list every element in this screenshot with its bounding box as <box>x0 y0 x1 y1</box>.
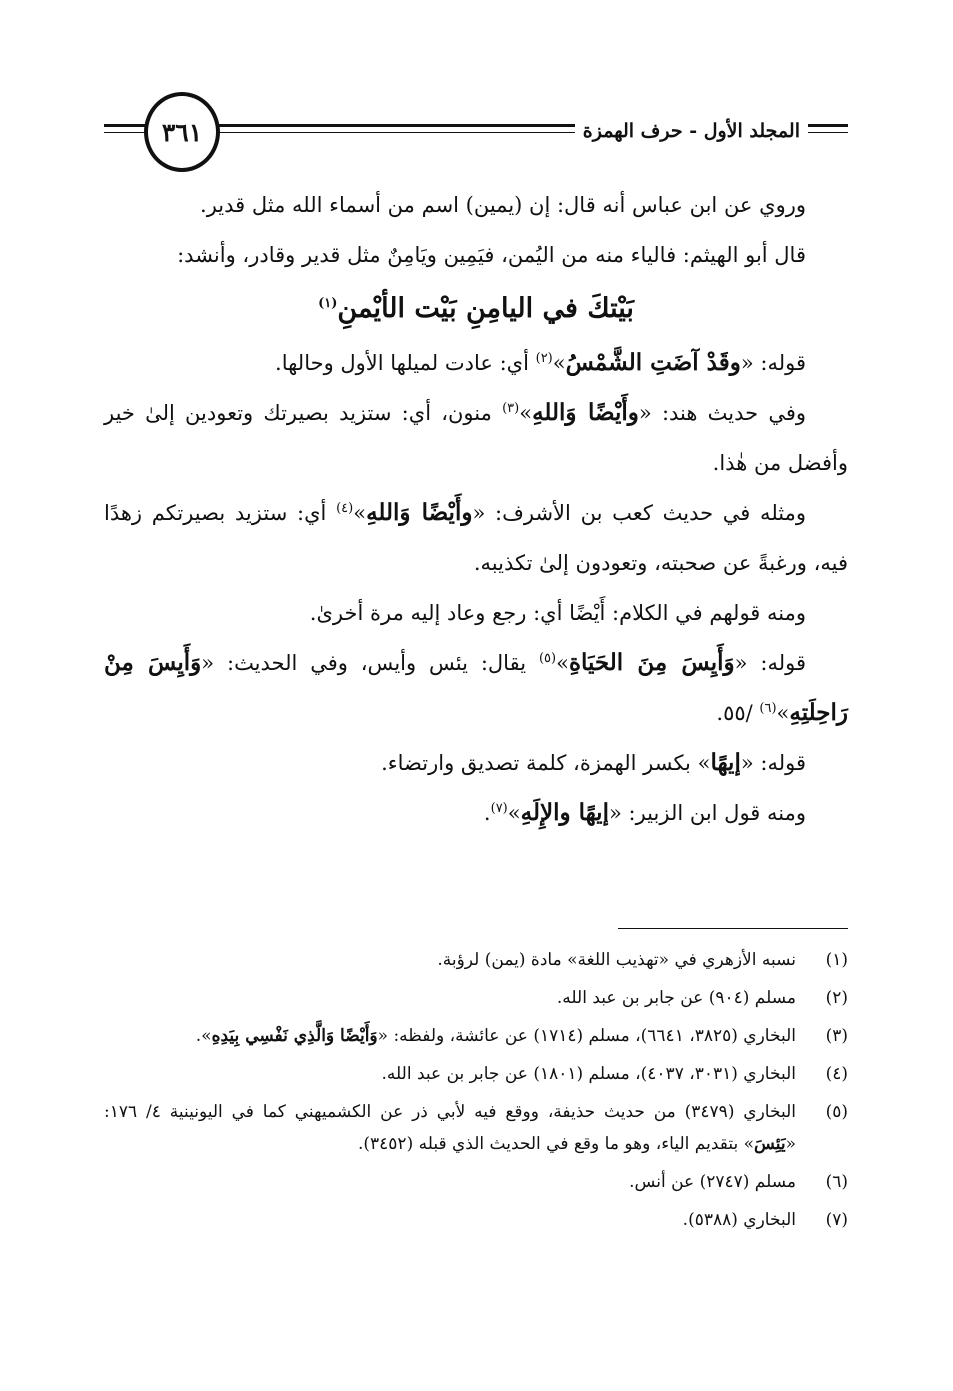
paragraph-6: ومنه قولهم في الكلام: أَيْضًا أي: رجع وعاد إليه مرة أخرىٰ. <box>309 601 806 625</box>
text-run: /٥٥. <box>716 701 760 725</box>
text-run: البخاري (٣٨٢٥، ٦٦٤١)، مسلم (١٧١٤) عن عائشة، ولفظه: « <box>377 1026 796 1046</box>
verse-text: بَيْتكَ في اليامِنِ بَيْت الأيْمنِ <box>337 293 634 324</box>
page-number-badge <box>144 92 220 172</box>
paragraph-8 <box>104 738 848 788</box>
text-run: ومنه قول ابن الزبير: « <box>608 801 806 825</box>
header-rule-left-top <box>104 124 148 127</box>
footnote-text: مسلم (٩٠٤) عن جابر بن عبد الله. <box>556 988 796 1008</box>
paragraph-5 <box>104 488 848 588</box>
footnote-ref-7[interactable]: (٧) <box>490 801 508 816</box>
quoted-phrase: وقَدْ آضَتِ الشَّمْسُ <box>565 349 741 376</box>
verse-line <box>104 280 848 338</box>
footnote-4 <box>104 1058 848 1090</box>
text-run: » <box>507 801 521 825</box>
text-run: » <box>552 351 566 375</box>
footnotes-list <box>104 944 848 1242</box>
footnote-5 <box>104 1096 848 1160</box>
text-run: منون، أي: ستزيد بصيرتك وتعودين إلىٰ خير وأفضل من هٰذا. <box>104 401 848 475</box>
quoted-phrase: وَأَيِسَ مِنَ الحَيَاةِ <box>568 649 735 676</box>
footnote-number: (١) <box>825 950 848 970</box>
footnote-number: (٥) <box>825 1102 848 1122</box>
quoted-phrase: وَأَيْضًا وَالَّذِي نَفْسِي بِيَدِهِ <box>211 1026 378 1046</box>
text-run: قوله: « <box>740 751 806 775</box>
quoted-phrase: يَئِسَ <box>754 1134 786 1154</box>
footnote-text: البخاري (٣٠٣١، ٤٠٣٧)، مسلم (١٨٠١) عن جابر بن عبد الله. <box>381 1064 796 1084</box>
footnote-text: نسبه الأزهري في «تهذيب اللغة» مادة (يمن) لرؤبة. <box>437 950 796 970</box>
footnote-text <box>104 1020 796 1052</box>
quoted-phrase: وَأَيِسَ مِنْ رَاحِلَتِهِ <box>104 649 848 726</box>
footnote-ref-4[interactable]: (٤) <box>336 501 354 516</box>
footnote-text: البخاري (٥٣٨٨). <box>682 1210 796 1230</box>
text-run: ». <box>195 1026 212 1046</box>
quoted-phrase: وأَيْضًا وَاللهِ <box>532 399 639 426</box>
footnote-ref-6[interactable]: (٦) <box>759 701 777 716</box>
main-text <box>104 180 848 838</box>
footnote-number: (٢) <box>825 988 848 1008</box>
text-run: البخاري (٣٤٧٩) من حديث حذيفة، ووقع فيه لأبي ذر عن الكشميهني كما في اليونينية ٤/ ١٧٦: « <box>104 1102 796 1154</box>
footnote-separator <box>618 928 848 929</box>
running-title: المجلد الأول - حرف الهمزة <box>575 120 808 142</box>
paragraph-4 <box>104 388 848 488</box>
text-run: » بتقديم الياء، وهو ما وقع في الحديث الذي قبله (٣٤٥٢). <box>357 1134 755 1154</box>
footnote-number: (٧) <box>825 1210 848 1230</box>
text-run: » <box>556 651 569 675</box>
footnote-ref-3[interactable]: (٣) <box>502 401 520 416</box>
paragraph-9 <box>104 788 848 838</box>
text-run: ومثله في حديث كعب بن الأشرف: « <box>472 501 806 525</box>
footnote-ref-5[interactable]: (٥) <box>538 651 557 666</box>
page-header <box>104 92 848 172</box>
text-run: قوله: « <box>740 351 806 375</box>
text-run: يقال: يئس وأيس، وفي الحديث: « <box>201 651 539 675</box>
text-run: قوله: « <box>734 651 806 675</box>
paragraph-7 <box>104 638 848 738</box>
footnote-6 <box>104 1166 848 1198</box>
paragraph-1: وروي عن ابن عباس أنه قال: إن (يمين) اسم من أسماء الله مثل قدير. <box>200 193 806 217</box>
text-run: » بكسر الهمزة، كلمة تصديق وارتضاء. <box>381 751 711 775</box>
text-run: وفي حديث هند: « <box>638 401 807 425</box>
quoted-phrase: وأَيْضًا وَاللهِ <box>366 499 473 526</box>
text-run: » <box>519 401 533 425</box>
footnote-number: (٤) <box>825 1064 848 1084</box>
text-run: أي: ستزيد بصيرتكم زهدًا فيه، ورغبةً عن صحبته، وتعودون إلىٰ تكذيبه. <box>104 501 848 575</box>
text-run: أي: عادت لميلها الأول وحالها. <box>275 351 536 375</box>
footnote-text: مسلم (٢٧٤٧) عن أنس. <box>629 1172 796 1192</box>
text-run: » <box>353 501 367 525</box>
text-run: . <box>483 801 491 825</box>
footnote-number: (٦) <box>825 1172 848 1192</box>
page-number: ٣٦١ <box>161 117 203 147</box>
footnote-1 <box>104 944 848 976</box>
footnote-ref-1[interactable]: (١) <box>318 296 338 311</box>
text-run: » <box>776 701 790 725</box>
paragraph-2: قال أبو الهيثم: فالياء منه من اليُمن، فيَمِين ويَامِنٌ مثل قدير وقادر، وأنشد: <box>177 243 806 267</box>
footnote-number: (٣) <box>825 1026 848 1046</box>
quoted-phrase: إيهًا <box>710 749 741 776</box>
quoted-phrase: إيهًا والإِلَهِ <box>520 799 609 826</box>
paragraph-3 <box>104 338 848 388</box>
footnote-7 <box>104 1204 848 1236</box>
footnote-3 <box>104 1020 848 1052</box>
footnote-text <box>104 1096 796 1160</box>
footnote-2 <box>104 982 848 1014</box>
footnote-ref-2[interactable]: (٢) <box>535 351 553 366</box>
header-rule-left-bottom <box>104 132 148 133</box>
